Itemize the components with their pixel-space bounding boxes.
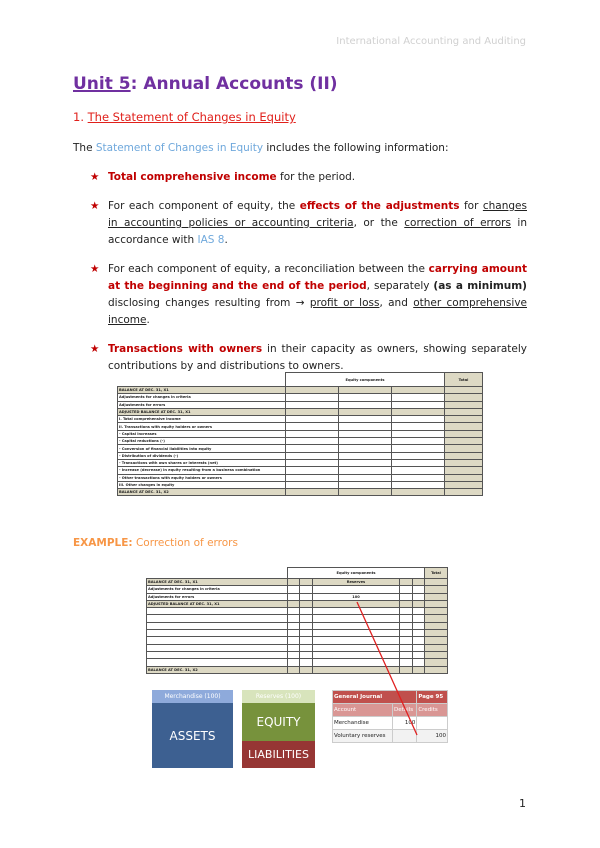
row-label: BALANCE AT DEC. 31, X1	[147, 579, 288, 586]
t: changes in accounting policies or accounting criteria	[108, 200, 527, 229]
t: in their capacity as owners, showing separately contributions by and distributions to owners.	[108, 343, 527, 372]
row-label: III. Other changes in equity	[118, 481, 286, 488]
t: effects of the adjustments	[299, 200, 460, 212]
t: The	[73, 142, 96, 154]
section-title: The Statement of Changes in Equity	[87, 110, 296, 124]
equity-box: EQUITY	[242, 703, 315, 741]
connector-line	[357, 602, 417, 735]
unit-label: Unit 5	[73, 74, 131, 94]
equity-header: Equity components	[288, 568, 425, 579]
t: , separately	[366, 280, 434, 292]
row-label: - Increase (decrease) in equity resulting from a business combination	[118, 467, 286, 474]
journal-title: General Journal	[333, 691, 417, 704]
star-icon: ★	[90, 263, 100, 275]
t: Total comprehensive income	[108, 171, 277, 183]
row-label: - Distribution of dividends (-)	[118, 452, 286, 459]
row-label: Adjustments for changes in criteria	[118, 394, 286, 401]
row-label: - Capital increases	[118, 430, 286, 437]
t: for the period.	[276, 171, 356, 183]
col-header: Details	[393, 704, 417, 717]
t: in accordance with	[108, 217, 528, 246]
t: carrying amount at the beginning and the end of the period	[108, 263, 527, 292]
t: (as a minimum)	[433, 280, 527, 292]
t: , and	[379, 297, 414, 309]
merchandise-label: Merchandise (100)	[152, 690, 233, 703]
t: for	[459, 200, 483, 212]
row-label: - Conversion of financial liabilities into equity	[118, 445, 286, 452]
t: IAS 8	[197, 234, 225, 246]
section-num: 1.	[73, 110, 88, 124]
row-label: BALANCE AT DEC. 31, X2	[118, 489, 286, 496]
cell: 100	[393, 717, 417, 730]
journal-page: Page 95	[417, 691, 448, 704]
running-header: International Accounting and Auditing	[336, 36, 526, 47]
col-header: Account	[333, 704, 393, 717]
star-icon: ★	[90, 200, 100, 212]
row-label: I. Total comprehensive income	[118, 416, 286, 423]
cell: Merchandise	[333, 717, 393, 730]
t: EXAMPLE:	[73, 537, 133, 549]
t: , or the	[353, 217, 405, 229]
total-header: Total	[425, 568, 448, 579]
title-text: : Annual Accounts (II)	[130, 74, 338, 94]
row-label: - Transactions with own shares or interests (net)	[118, 459, 286, 466]
row-label: BALANCE AT DEC. 31, X2	[147, 666, 288, 673]
equity-header: Equity components	[286, 373, 445, 387]
liabilities-box: LIABILITIES	[242, 741, 315, 768]
col-header: Credits	[417, 704, 448, 717]
page-number: 1	[519, 797, 526, 810]
cell: Reserves	[312, 579, 400, 586]
t: other comprehensive income	[108, 297, 527, 326]
star-icon: ★	[90, 171, 100, 183]
row-label: ADJUSTED BALANCE AT DEC. 31, X1	[118, 408, 286, 415]
row-label: ADJUSTED BALANCE AT DEC. 31, X1	[147, 600, 288, 607]
t: Correction of errors	[135, 537, 238, 549]
cell: 100	[417, 730, 448, 743]
reserves-label: Reserves (100)	[242, 690, 315, 703]
assets-box: ASSETS	[152, 703, 233, 768]
row-label: Adjustments for changes in criteria	[147, 586, 288, 593]
row-label: - Other transactions with equity holders or owners	[118, 474, 286, 481]
row-label: Adjustments for errors	[147, 593, 288, 600]
term-link: Statement of Changes in Equity	[95, 142, 264, 154]
star-icon: ★	[90, 343, 100, 355]
row-label: Adjustments for errors	[118, 401, 286, 408]
row-label: - Capital reductions (-)	[118, 438, 286, 445]
row-label: II. Transactions with equity holders or owners	[118, 423, 286, 430]
t: disclosing changes resulting from →	[108, 297, 310, 309]
t: For each component of equity, a reconciliation between the	[108, 263, 429, 275]
t: profit or loss	[309, 297, 380, 309]
t: .	[224, 234, 228, 246]
t: Transactions with owners	[108, 343, 263, 355]
row-label: BALANCE AT DEC. 31, X1	[118, 387, 286, 394]
t: For each component of equity, the	[108, 200, 300, 212]
t: .	[146, 314, 150, 326]
t: correction of errors	[404, 217, 511, 229]
total-header: Total	[445, 373, 483, 387]
cell: 100	[312, 593, 400, 600]
cell: Voluntary reserves	[333, 730, 393, 743]
t: includes the following information:	[263, 142, 449, 154]
